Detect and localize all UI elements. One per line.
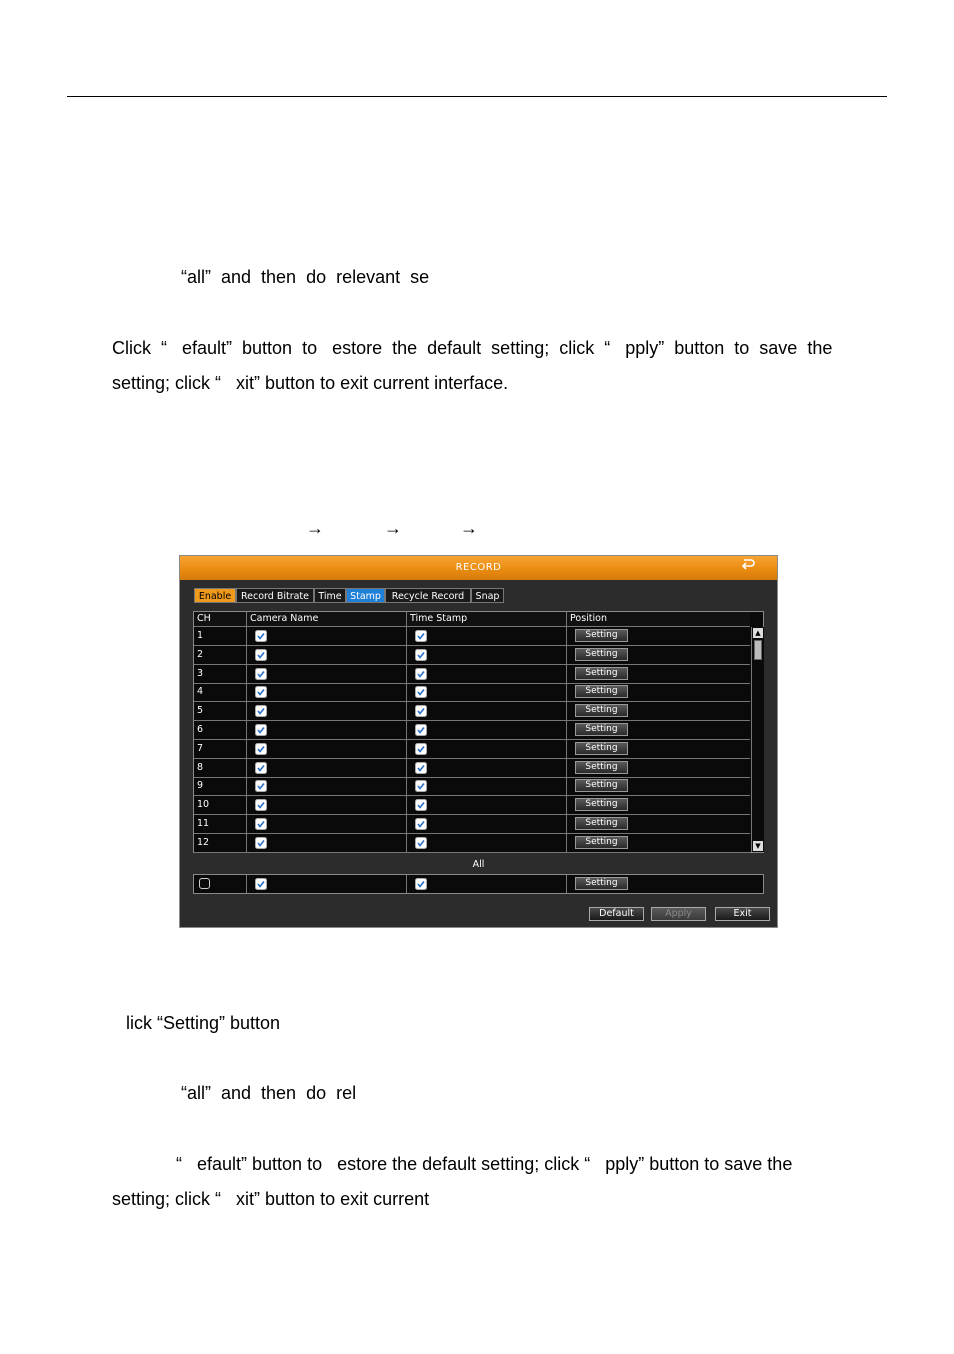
- checkbox-checked-icon[interactable]: [255, 837, 267, 849]
- time-stamp-cell: [407, 834, 567, 852]
- tab-snap[interactable]: Snap: [471, 588, 504, 603]
- tab-recycle-record[interactable]: Recycle Record: [385, 588, 471, 603]
- camera-name-cell: [247, 721, 407, 739]
- checkbox-checked-icon[interactable]: [415, 705, 427, 717]
- table-row: [194, 665, 750, 684]
- table-row: [194, 777, 750, 796]
- time-stamp-cell: [407, 759, 567, 777]
- apply-button[interactable]: Apply: [651, 907, 706, 921]
- arrow-right-icon: →: [460, 518, 478, 538]
- setting-button[interactable]: Setting: [575, 742, 628, 755]
- time-stamp-cell: [407, 740, 567, 758]
- camera-name-cell: [247, 683, 407, 701]
- all-label: All: [472, 859, 485, 870]
- paragraph-default2-line-1: “ efault” button to estore the default setting; click “ pply” button to save the: [176, 1154, 793, 1174]
- position-cell: [567, 759, 750, 777]
- table-row: [194, 702, 750, 721]
- time-stamp-cell: [407, 646, 567, 664]
- paragraph-default-line-2: setting; click “ xit” button to exit current interface.: [112, 373, 509, 393]
- camera-name-cell: [247, 759, 407, 777]
- table-row: [194, 740, 750, 759]
- arrow-right-icon: →: [306, 518, 324, 538]
- setting-button[interactable]: Setting: [575, 761, 628, 774]
- window-title-bar: [180, 556, 777, 580]
- setting-button[interactable]: Setting: [575, 779, 628, 792]
- checkbox-checked-icon[interactable]: [255, 799, 267, 811]
- checkbox-checked-icon[interactable]: [255, 630, 267, 642]
- tab-stamp[interactable]: Stamp: [346, 588, 385, 603]
- setting-button[interactable]: Setting: [575, 817, 628, 830]
- position-cell: [567, 627, 750, 645]
- header-rule: [67, 96, 887, 97]
- position-cell: [567, 665, 750, 683]
- position-cell: [567, 777, 750, 795]
- checkbox-checked-icon[interactable]: [415, 818, 427, 830]
- camera-name-cell: [247, 796, 407, 814]
- time-stamp-cell: [407, 683, 567, 701]
- checkbox-checked-icon[interactable]: [415, 724, 427, 736]
- record-window: [179, 555, 778, 928]
- setting-button[interactable]: Setting: [575, 836, 628, 849]
- checkbox-checked-icon[interactable]: [255, 649, 267, 661]
- position-cell: [567, 834, 750, 852]
- table-row: [194, 815, 750, 834]
- checkbox-checked-icon[interactable]: [415, 743, 427, 755]
- camera-name-cell: [247, 815, 407, 833]
- channel-number: 4: [194, 683, 247, 701]
- default-button[interactable]: Default: [589, 907, 644, 921]
- camera-name-cell: [247, 627, 407, 645]
- table-row: [194, 796, 750, 815]
- table-header: [194, 612, 750, 627]
- checkbox-checked-icon[interactable]: [255, 878, 267, 890]
- checkbox-checked-icon[interactable]: [255, 762, 267, 774]
- tab-record-bitrate[interactable]: Record Bitrate: [236, 588, 314, 603]
- checkbox-checked-icon[interactable]: [415, 649, 427, 661]
- checkbox-checked-icon[interactable]: [255, 724, 267, 736]
- position-cell: [567, 721, 750, 739]
- checkbox-checked-icon[interactable]: [415, 878, 427, 890]
- position-cell: [567, 702, 750, 720]
- scroll-up-icon[interactable]: ▲: [753, 628, 763, 638]
- tab-enable[interactable]: Enable: [194, 588, 236, 603]
- column-header-position: Position: [570, 613, 607, 624]
- table-row: [194, 683, 750, 702]
- stamp-table: [193, 611, 764, 853]
- time-stamp-cell: [407, 665, 567, 683]
- position-cell: [567, 796, 750, 814]
- all-select-checkbox[interactable]: [199, 878, 210, 889]
- checkbox-checked-icon[interactable]: [255, 780, 267, 792]
- setting-button[interactable]: Setting: [575, 798, 628, 811]
- checkbox-checked-icon[interactable]: [255, 668, 267, 680]
- tab-time[interactable]: Time: [314, 588, 346, 603]
- checkbox-checked-icon[interactable]: [415, 686, 427, 698]
- camera-name-cell: [247, 702, 407, 720]
- back-icon[interactable]: [741, 558, 755, 570]
- table-scrollbar[interactable]: [751, 627, 764, 852]
- channel-number: 8: [194, 759, 247, 777]
- setting-button[interactable]: Setting: [575, 648, 628, 661]
- camera-name-cell: [247, 777, 407, 795]
- setting-button[interactable]: Setting: [575, 723, 628, 736]
- table-row: [194, 759, 750, 778]
- scroll-down-icon[interactable]: ▼: [753, 841, 763, 851]
- camera-name-cell: [247, 740, 407, 758]
- position-cell: [567, 740, 750, 758]
- setting-button[interactable]: Setting: [575, 704, 628, 717]
- checkbox-checked-icon[interactable]: [415, 668, 427, 680]
- channel-number: 7: [194, 740, 247, 758]
- checkbox-checked-icon[interactable]: [415, 630, 427, 642]
- table-row: [194, 721, 750, 740]
- channel-number: 10: [194, 796, 247, 814]
- position-cell: [567, 815, 750, 833]
- channel-number: 5: [194, 702, 247, 720]
- all-row: [193, 874, 764, 894]
- setting-button[interactable]: Setting: [575, 685, 628, 698]
- time-stamp-cell: [407, 796, 567, 814]
- channel-number: 12: [194, 834, 247, 852]
- channel-number: 2: [194, 646, 247, 664]
- checkbox-checked-icon[interactable]: [255, 686, 267, 698]
- paragraph-setting-line: lick “Setting” button: [126, 1013, 281, 1033]
- position-cell: [567, 646, 750, 664]
- table-row: [194, 646, 750, 665]
- table-row: [194, 834, 750, 853]
- setting-button[interactable]: Setting: [575, 667, 628, 680]
- arrow-right-icon: →: [384, 518, 402, 538]
- checkbox-checked-icon[interactable]: [415, 837, 427, 849]
- checkbox-checked-icon[interactable]: [415, 762, 427, 774]
- paragraph-all-line-2: “all” and then do rel: [181, 1083, 357, 1103]
- all-setting-button[interactable]: Setting: [575, 877, 628, 890]
- time-stamp-cell: [407, 702, 567, 720]
- exit-button[interactable]: Exit: [715, 907, 770, 921]
- checkbox-checked-icon[interactable]: [255, 818, 267, 830]
- column-header-time-stamp: Time Stamp: [407, 612, 567, 626]
- checkbox-checked-icon[interactable]: [255, 743, 267, 755]
- channel-number: 1: [194, 627, 247, 645]
- camera-name-cell: [247, 665, 407, 683]
- checkbox-checked-icon[interactable]: [255, 705, 267, 717]
- table-row: [194, 627, 750, 646]
- channel-number: 6: [194, 721, 247, 739]
- paragraph-default2-line-2: setting; click “ xit” button to exit current: [112, 1189, 430, 1209]
- position-cell: [567, 683, 750, 701]
- time-stamp-cell: [407, 627, 567, 645]
- time-stamp-cell: [407, 721, 567, 739]
- column-header-camera-name: Camera Name: [247, 612, 407, 626]
- paragraph-all-line: “all” and then do relevant se: [181, 267, 430, 287]
- window-title: RECORD: [455, 562, 502, 573]
- setting-button[interactable]: Setting: [575, 629, 628, 642]
- scroll-thumb[interactable]: [754, 640, 762, 660]
- channel-number: 11: [194, 815, 247, 833]
- channel-number: 3: [194, 665, 247, 683]
- time-stamp-cell: [407, 815, 567, 833]
- checkbox-checked-icon[interactable]: [415, 780, 427, 792]
- column-header-ch: CH: [194, 612, 247, 626]
- time-stamp-cell: [407, 777, 567, 795]
- channel-number: 9: [194, 777, 247, 795]
- camera-name-cell: [247, 646, 407, 664]
- checkbox-checked-icon[interactable]: [415, 799, 427, 811]
- camera-name-cell: [247, 834, 407, 852]
- paragraph-default-line-1: Click “ efault” button to estore the default setting; click “ pply” button to save the: [112, 338, 833, 358]
